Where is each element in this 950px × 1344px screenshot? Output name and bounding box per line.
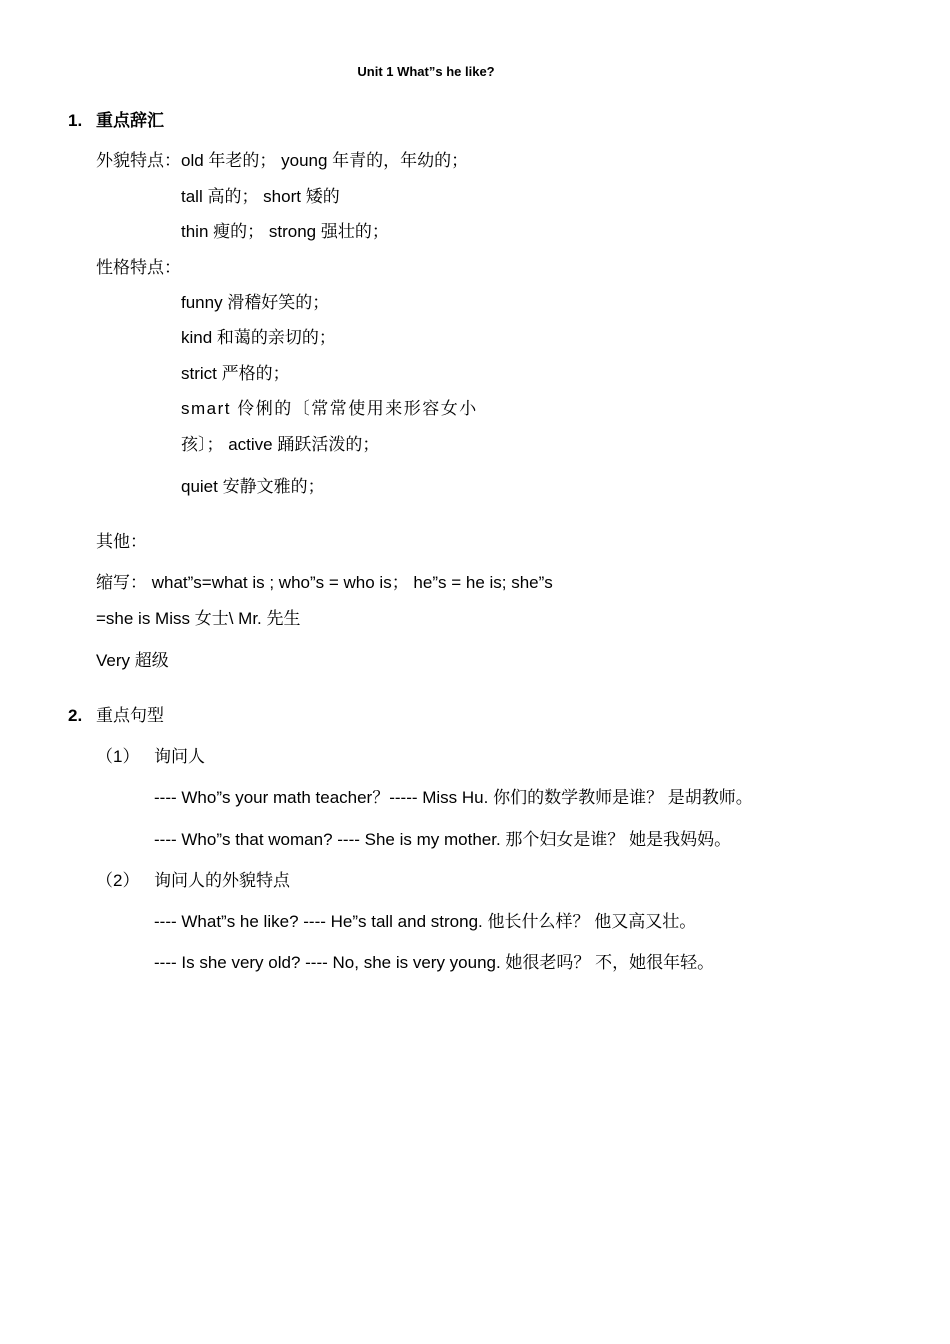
- document-title: Unit 1 What”s he like?: [357, 64, 495, 79]
- section-1-number: 1.: [68, 111, 83, 130]
- subsection-2-title: 询问人的外貌特点: [154, 871, 290, 890]
- example-sentence: ---- Who”s that woman? ---- She is my mother. 那个妇女是谁？ 她是我妈妈。: [154, 830, 732, 849]
- section-2-heading: 重点句型: [96, 706, 164, 725]
- other-label: 其他：: [96, 532, 147, 551]
- example-sentence: ---- Is she very old? ---- No, she is very young. 她很老吗？ 不，她很年轻。: [154, 953, 715, 972]
- personality-item: 孩〕； active 踊跃活泼的；: [181, 435, 380, 454]
- personality-label: 性格特点：: [96, 258, 181, 277]
- example-sentence: ---- Who”s your math teacher？----- Miss Hu. 你们的数学教师是谁？ 是胡教师。: [154, 788, 753, 807]
- appearance-line-2: tall 高的； short 矮的: [181, 187, 340, 206]
- appearance-line-3: thin 瘦的； strong 强壮的；: [181, 222, 389, 241]
- example-sentence: ---- What”s he like? ---- He”s tall and strong. 他长什么样？ 他又高又壮。: [154, 912, 697, 931]
- subsection-2-label: （2）: [96, 871, 140, 890]
- contractions-line-2: =she is Miss 女士\ Mr. 先生: [96, 609, 301, 628]
- personality-item: quiet 安静文雅的；: [181, 477, 325, 496]
- personality-item: smart 伶俐的〔常常使用来形容女小: [181, 399, 478, 418]
- subsection-1-title: 询问人: [154, 747, 205, 766]
- appearance-line-1: 外貌特点：old 年老的； young 年青的，年幼的；: [96, 151, 469, 170]
- subsection-1-label: （1）: [96, 747, 140, 766]
- personality-item: funny 滑稽好笑的；: [181, 293, 330, 312]
- very-line: Very 超级: [96, 651, 169, 670]
- personality-item: kind 和蔼的亲切的；: [181, 328, 336, 347]
- section-2-number: 2.: [68, 706, 83, 725]
- contractions-line-1: 缩写： what”s=what is ; who”s = who is； he”s = he is; she”s: [96, 573, 553, 592]
- section-1-heading: 重点辞汇: [96, 111, 164, 130]
- personality-item: strict 严格的；: [181, 364, 290, 383]
